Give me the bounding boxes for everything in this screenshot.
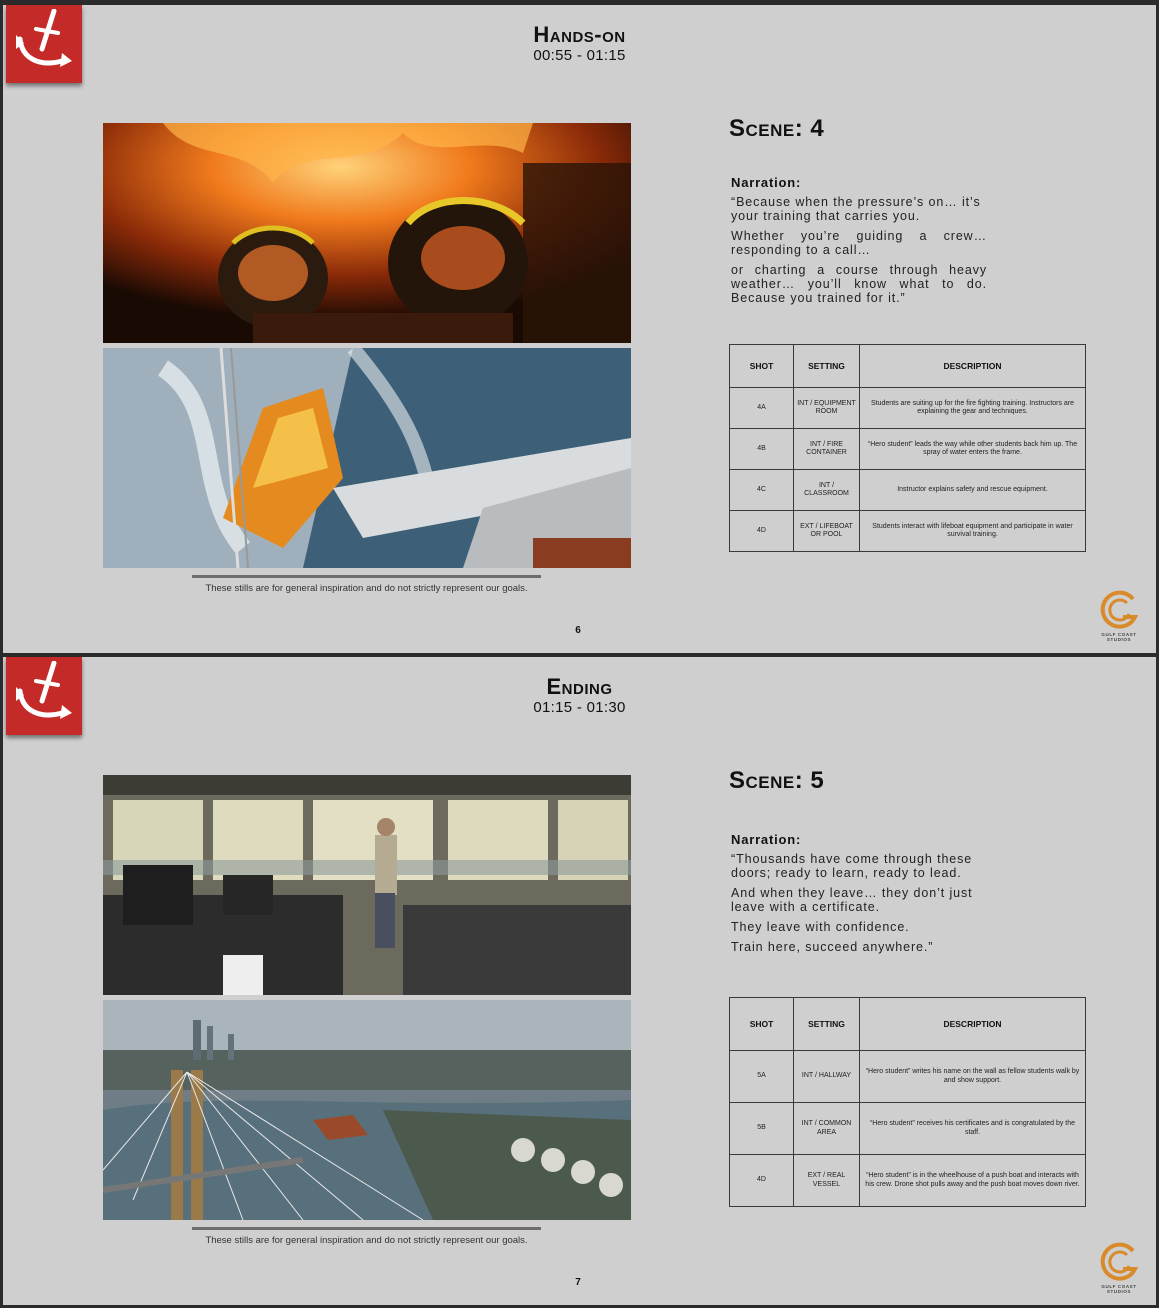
- shot-cell: 4A: [730, 388, 794, 429]
- shot-cell: 5A: [730, 1051, 794, 1103]
- narration-line: “Because when the pressure’s on… it’s your training that carries you.: [731, 195, 981, 223]
- table-row: [730, 429, 1086, 470]
- setting-cell: INT / FIRE CONTAINER: [794, 429, 860, 470]
- setting-cell: INT / CLASSROOM: [794, 470, 860, 511]
- table-row: [730, 1051, 1086, 1103]
- firefighters-in-flames-image: [103, 123, 631, 343]
- narration-line: And when they leave… they don’t just leave with a certificate.: [731, 886, 973, 914]
- narration-line: “Thousands have come through these doors; ready to learn, ready to lead.: [731, 852, 973, 880]
- slide-timecode: 00:55 - 01:15: [533, 47, 626, 64]
- column-header-setting: SETTING: [794, 998, 860, 1051]
- narration-label: Narration:: [731, 175, 802, 190]
- table-header-row: [730, 998, 1086, 1051]
- slide-title: Ending: [546, 674, 613, 699]
- table-row: [730, 511, 1086, 552]
- stills-disclaimer: These stills are for general inspiration and do not strictly represent our goals.: [205, 1235, 528, 1246]
- column-header-shot: SHOT: [730, 998, 794, 1051]
- lifeboat-launch-image: [103, 348, 631, 568]
- setting-cell: INT / EQUIPMENT ROOM: [794, 388, 860, 429]
- setting-cell: INT / HALLWAY: [794, 1051, 860, 1103]
- slide-timecode: 01:15 - 01:30: [533, 699, 626, 716]
- ship-bridge-wheelhouse-image: [103, 775, 631, 995]
- description-cell: Students are suiting up for the fire fighting training. Instructors are explaining the gear and techniques.: [860, 388, 1086, 429]
- setting-cell: INT / COMMON AREA: [794, 1103, 860, 1155]
- column-header-shot: SHOT: [730, 345, 794, 388]
- table-row: [730, 1155, 1086, 1207]
- slide-ending: [3, 657, 1156, 1305]
- page-number: 7: [575, 1277, 581, 1288]
- slide-hands-on: [3, 5, 1156, 653]
- description-cell: “Hero student” leads the way while other students back him up. The spray of water enters the frame.: [860, 429, 1086, 470]
- description-cell: Instructor explains safety and rescue equipment.: [860, 470, 1086, 511]
- description-cell: “Hero student” is in the wheelhouse of a push boat and interacts with his crew. Drone shot pulls away and the push boat moves down river.: [860, 1155, 1086, 1207]
- narration-line: or charting a course through heavy weather… you’ll know what to do. Because you trained for it.”: [731, 263, 987, 305]
- narration-text: [731, 852, 987, 960]
- caption-divider: [192, 575, 541, 578]
- shot-cell: 4B: [730, 429, 794, 470]
- stills-disclaimer: These stills are for general inspiration and do not strictly represent our goals.: [205, 583, 528, 594]
- narration-line: Whether you’re guiding a crew… responding to a call…: [731, 229, 987, 257]
- shot-cell: 4D: [730, 1155, 794, 1207]
- description-cell: Students interact with lifeboat equipment and participate in water survival training.: [860, 511, 1086, 552]
- scene-title: Scene: 5: [729, 767, 825, 794]
- column-header-description: DESCRIPTION: [860, 345, 1086, 388]
- narration-text: [731, 195, 987, 311]
- narration-label: Narration:: [731, 832, 802, 847]
- description-cell: “Hero student” receives his certificates and is congratulated by the staff.: [860, 1103, 1086, 1155]
- table-row: [730, 470, 1086, 511]
- caption-divider: [192, 1227, 541, 1230]
- shot-table: [729, 344, 1086, 552]
- slide-title: Hands-on: [533, 22, 626, 47]
- scene-title: Scene: 4: [729, 115, 825, 142]
- description-cell: “Hero student” writes his name on the wall as fellow students walk by and show support.: [860, 1051, 1086, 1103]
- column-header-setting: SETTING: [794, 345, 860, 388]
- studio-name: GULF COAST STUDIOS: [1101, 632, 1137, 642]
- narration-line: They leave with confidence.: [731, 920, 910, 934]
- page-number: 6: [575, 625, 581, 636]
- studio-swirl-icon: [1093, 1239, 1145, 1283]
- studio-swirl-icon: [1093, 587, 1145, 631]
- narration-line: Train here, succeed anywhere.”: [731, 940, 934, 954]
- shot-cell: 4C: [730, 470, 794, 511]
- shot-cell: 5B: [730, 1103, 794, 1155]
- studio-name: GULF COAST STUDIOS: [1101, 1284, 1137, 1294]
- table-row: [730, 1103, 1086, 1155]
- table-header-row: [730, 345, 1086, 388]
- setting-cell: EXT / REAL VESSEL: [794, 1155, 860, 1207]
- column-header-description: DESCRIPTION: [860, 998, 1086, 1051]
- river-bridge-aerial-image: [103, 1000, 631, 1220]
- shot-table: [729, 997, 1086, 1207]
- setting-cell: EXT / LIFEBOAT OR POOL: [794, 511, 860, 552]
- shot-cell: 4D: [730, 511, 794, 552]
- table-row: [730, 388, 1086, 429]
